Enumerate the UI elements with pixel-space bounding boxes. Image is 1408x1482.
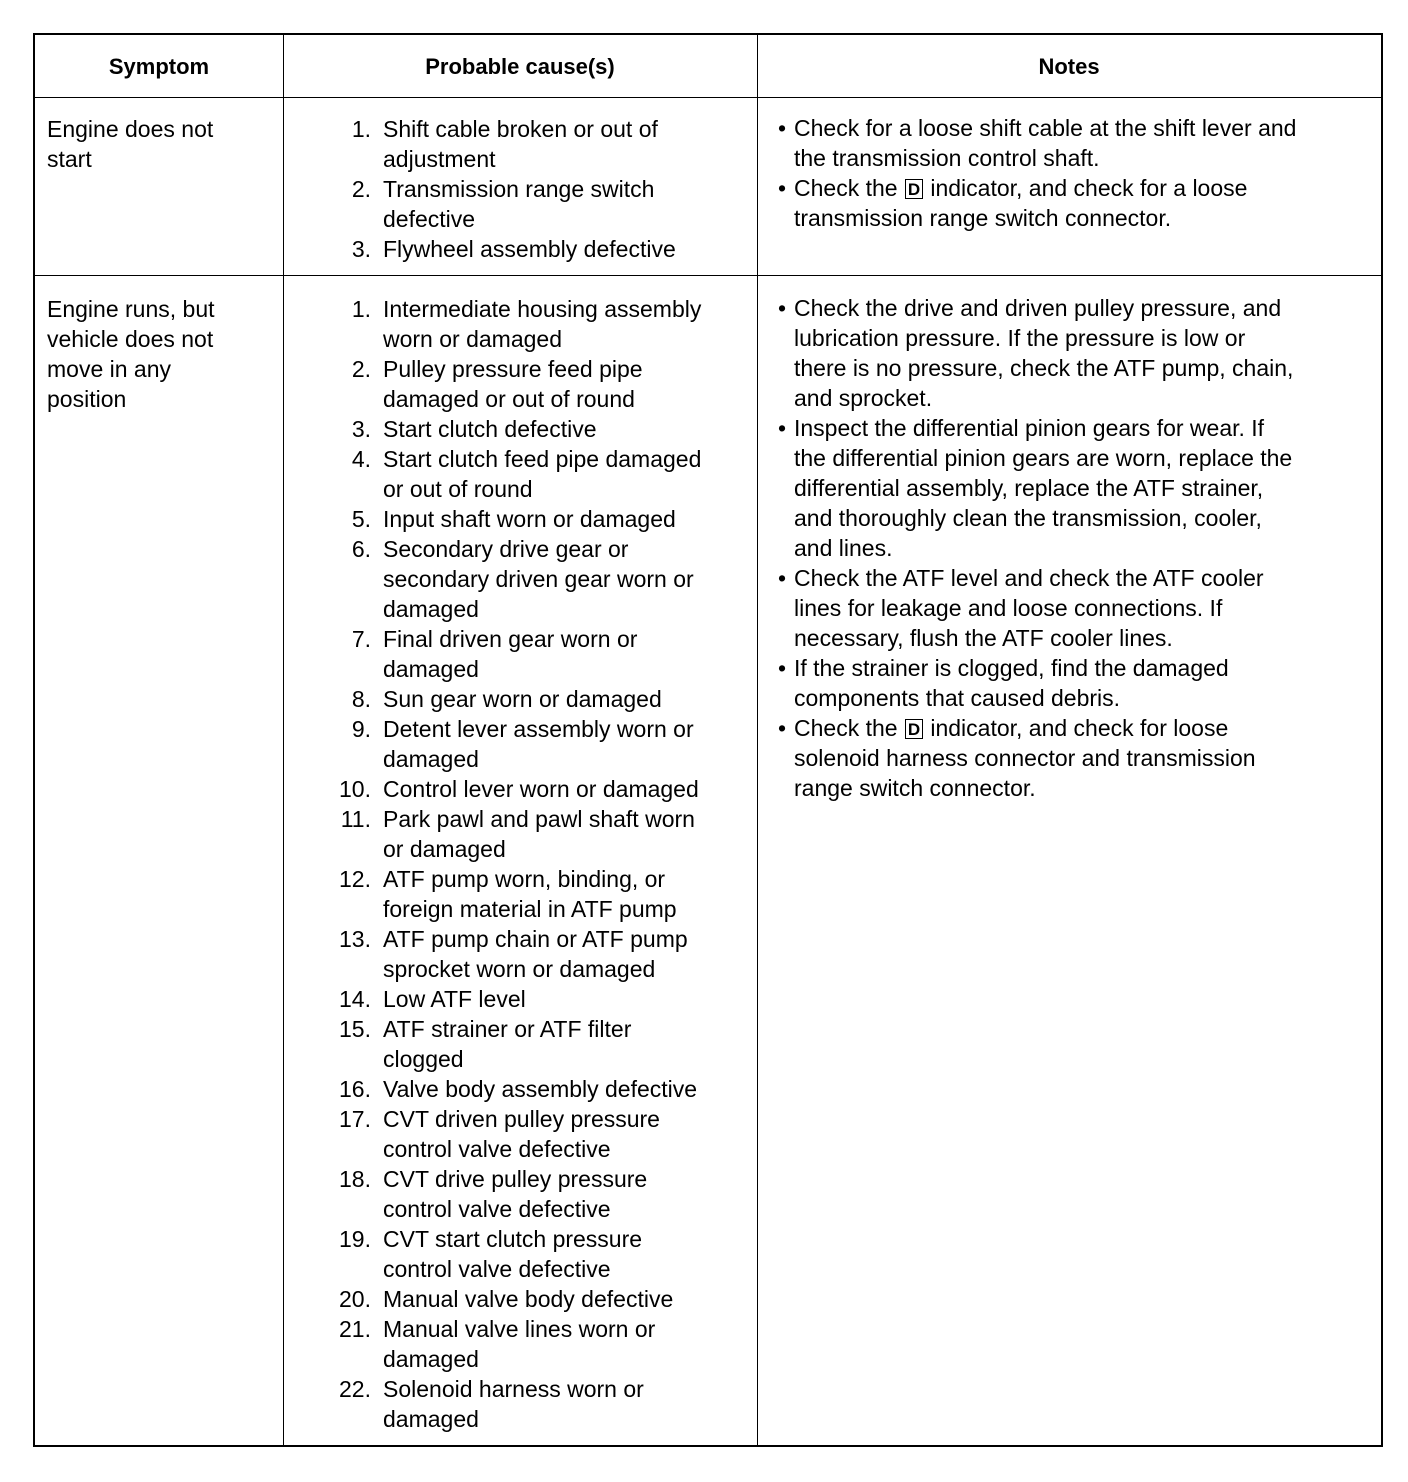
note-line: and lines.: [794, 535, 893, 561]
symptom-line: start: [47, 146, 92, 172]
cause-line: Park pawl and pawl shaft worn: [383, 806, 695, 832]
bullet-icon: •: [777, 655, 787, 681]
cause-line: Secondary drive gear or: [383, 536, 629, 562]
cause-line: foreign material in ATF pump: [383, 896, 677, 922]
cause-line: Manual valve body defective: [383, 1286, 674, 1312]
note-text: [794, 413, 1375, 563]
cause-line: damaged: [383, 1346, 479, 1372]
cause-text: [371, 1314, 765, 1374]
cause-number: 2.: [351, 356, 371, 382]
cause-line: Transmission range switch: [383, 176, 655, 202]
cause-text: [371, 354, 765, 414]
cause-item: [305, 1164, 765, 1224]
cause-text: [371, 504, 765, 534]
cause-number: 3.: [351, 416, 371, 442]
cause-item: [305, 504, 765, 534]
cause-number: 5.: [351, 506, 371, 532]
cause-item: [305, 804, 765, 864]
cause-item: [305, 1224, 765, 1284]
cause-line: damaged or out of round: [383, 386, 635, 412]
bullet-icon: •: [777, 115, 787, 141]
cause-item: [305, 114, 765, 174]
note-line: range switch connector.: [794, 775, 1036, 801]
cause-number: 1.: [351, 296, 371, 322]
header-symptom: Symptom: [108, 54, 210, 79]
row-divider: [35, 275, 1381, 276]
cause-text: [371, 684, 765, 714]
cause-number: 19.: [339, 1226, 371, 1252]
cause-item: [305, 924, 765, 984]
cause-text: [371, 534, 765, 624]
cause-number: 7.: [351, 626, 371, 652]
cause-line: Final driven gear worn or: [383, 626, 638, 652]
note-text: [794, 713, 1375, 803]
d-indicator-icon: D: [905, 719, 923, 739]
cause-item: [305, 984, 765, 1014]
symptom-line: vehicle does not: [47, 326, 214, 352]
cause-number: 3.: [351, 236, 371, 262]
row-2-notes: [770, 293, 1375, 803]
cause-line: or out of round: [383, 476, 533, 502]
cause-line: Sun gear worn or damaged: [383, 686, 662, 712]
cause-line: adjustment: [383, 146, 496, 172]
symptom-line: Engine runs, but: [47, 296, 215, 322]
cause-line: damaged: [383, 1406, 479, 1432]
note-line: Check the ATF level and check the ATF cooler: [794, 565, 1264, 591]
cause-line: Start clutch feed pipe damaged: [383, 446, 702, 472]
note-line: [794, 713, 1375, 743]
note-item: [770, 653, 1375, 713]
cause-number: 2.: [351, 176, 371, 202]
cause-item: [305, 414, 765, 444]
cause-text: [371, 624, 765, 684]
note-item: [770, 293, 1375, 413]
cause-number: 21.: [339, 1316, 371, 1342]
cause-item: [305, 354, 765, 414]
symptom-line: move in any: [47, 356, 172, 382]
cause-line: Input shaft worn or damaged: [383, 506, 676, 532]
cause-text: [371, 294, 765, 354]
note-line: there is no pressure, check the ATF pump, chain,: [794, 355, 1294, 381]
cause-text: [371, 174, 765, 234]
cause-number: 13.: [339, 926, 371, 952]
note-item: [770, 173, 1375, 233]
note-text-after: indicator, and check for loose: [930, 715, 1229, 741]
cause-text: [371, 984, 765, 1014]
symptom-line: position: [47, 386, 127, 412]
cause-line: Valve body assembly defective: [383, 1076, 698, 1102]
note-line: the differential pinion gears are worn, replace the: [794, 445, 1293, 471]
cause-number: 4.: [351, 446, 371, 472]
cause-line: control valve defective: [383, 1136, 611, 1162]
note-text: [794, 563, 1375, 653]
note-line: differential assembly, replace the ATF strainer,: [794, 475, 1264, 501]
header-probable-causes: Probable cause(s): [425, 54, 615, 79]
note-text: [794, 293, 1375, 413]
bullet-icon: •: [777, 565, 787, 591]
cause-number: 1.: [351, 116, 371, 142]
cause-text: [371, 414, 765, 444]
cause-number: 12.: [339, 866, 371, 892]
cause-line: or damaged: [383, 836, 506, 862]
cause-number: 17.: [339, 1106, 371, 1132]
cause-line: secondary driven gear worn or: [383, 566, 694, 592]
cause-item: [305, 174, 765, 234]
cause-item: [305, 684, 765, 714]
note-text-after: indicator, and check for a loose: [930, 175, 1248, 201]
note-item: [770, 563, 1375, 653]
cause-line: Low ATF level: [383, 986, 526, 1012]
cause-line: ATF pump worn, binding, or: [383, 866, 666, 892]
header-notes: Notes: [1038, 54, 1100, 79]
cause-line: Start clutch defective: [383, 416, 597, 442]
note-line: [794, 173, 1375, 203]
cause-line: damaged: [383, 656, 479, 682]
cause-item: [305, 1014, 765, 1074]
cause-item: [305, 444, 765, 504]
d-indicator-icon: D: [905, 179, 923, 199]
cause-number: 16.: [339, 1076, 371, 1102]
cause-item: [305, 234, 765, 264]
row-2-causes: [305, 294, 765, 1434]
cause-line: CVT start clutch pressure: [383, 1226, 643, 1252]
cause-line: ATF strainer or ATF filter: [383, 1016, 632, 1042]
cause-text: [371, 1014, 765, 1074]
cause-item: [305, 534, 765, 624]
cause-line: control valve defective: [383, 1256, 611, 1282]
cause-item: [305, 1074, 765, 1104]
cause-item: [305, 294, 765, 354]
cause-line: CVT driven pulley pressure: [383, 1106, 660, 1132]
row-1-causes: [305, 114, 765, 264]
cause-item: [305, 624, 765, 684]
note-item: [770, 413, 1375, 563]
note-item: [770, 113, 1375, 173]
note-line: transmission range switch connector.: [794, 205, 1172, 231]
bullet-icon: •: [777, 175, 787, 201]
cause-number: 11.: [340, 806, 371, 832]
note-line: components that caused debris.: [794, 685, 1121, 711]
cause-number: 14.: [339, 986, 371, 1012]
troubleshooting-table: [33, 33, 1383, 1447]
cause-line: Detent lever assembly worn or: [383, 716, 694, 742]
cause-line: Control lever worn or damaged: [383, 776, 699, 802]
cause-line: damaged: [383, 746, 479, 772]
note-line: Check the drive and driven pulley pressure, and: [794, 295, 1282, 321]
cause-item: [305, 1314, 765, 1374]
bullet-icon: •: [777, 715, 787, 741]
note-item: [770, 713, 1375, 803]
cause-text: [371, 1284, 765, 1314]
cause-text: [371, 774, 765, 804]
cause-number: 8.: [351, 686, 371, 712]
cause-line: worn or damaged: [383, 326, 562, 352]
note-line: necessary, flush the ATF cooler lines.: [794, 625, 1173, 651]
cause-text: [371, 1374, 765, 1434]
note-line: and thoroughly clean the transmission, cooler,: [794, 505, 1262, 531]
cause-item: [305, 1374, 765, 1434]
cause-line: sprocket worn or damaged: [383, 956, 656, 982]
cause-text: [371, 864, 765, 924]
row-1-notes: [770, 113, 1375, 233]
note-line: Inspect the differential pinion gears for wear. If: [794, 415, 1265, 441]
cause-text: [371, 114, 765, 174]
cause-text: [371, 234, 765, 264]
note-line: Check for a loose shift cable at the shift lever and: [794, 115, 1297, 141]
cause-item: [305, 714, 765, 774]
cause-line: damaged: [383, 596, 479, 622]
cause-line: defective: [383, 206, 476, 232]
column-divider: [283, 35, 284, 1445]
row-2-symptom: [47, 294, 272, 414]
cause-text: [371, 714, 765, 774]
note-text: [794, 173, 1375, 233]
cause-number: 15.: [339, 1016, 371, 1042]
note-line: and sprocket.: [794, 385, 933, 411]
note-line: If the strainer is clogged, find the damaged: [794, 655, 1229, 681]
cause-item: [305, 864, 765, 924]
cause-item: [305, 774, 765, 804]
cause-item: [305, 1284, 765, 1314]
cause-text: [371, 804, 765, 864]
cause-line: Flywheel assembly defective: [383, 236, 676, 262]
cause-line: clogged: [383, 1046, 464, 1072]
cause-line: Manual valve lines worn or: [383, 1316, 656, 1342]
cause-text: [371, 924, 765, 984]
cause-line: ATF pump chain or ATF pump: [383, 926, 688, 952]
cause-line: control valve defective: [383, 1196, 611, 1222]
cause-item: [305, 1104, 765, 1164]
cause-number: 9.: [351, 716, 371, 742]
note-line: lubrication pressure. If the pressure is low or: [794, 325, 1246, 351]
note-text-before: Check the: [794, 715, 898, 741]
row-1-symptom: [47, 114, 272, 174]
cause-line: Pulley pressure feed pipe: [383, 356, 643, 382]
note-text-before: Check the: [794, 175, 898, 201]
cause-line: CVT drive pulley pressure: [383, 1166, 648, 1192]
bullet-icon: •: [777, 415, 787, 441]
cause-text: [371, 1224, 765, 1284]
note-text: [794, 653, 1375, 713]
cause-line: Solenoid harness worn or: [383, 1376, 644, 1402]
bullet-icon: •: [777, 295, 787, 321]
cause-number: 22.: [339, 1376, 371, 1402]
symptom-line: Engine does not: [47, 116, 214, 142]
note-line: lines for leakage and loose connections. If: [794, 595, 1223, 621]
cause-number: 18.: [339, 1166, 371, 1192]
cause-text: [371, 444, 765, 504]
note-line: the transmission control shaft.: [794, 145, 1100, 171]
cause-number: 20.: [339, 1286, 371, 1312]
cause-text: [371, 1164, 765, 1224]
cause-line: Intermediate housing assembly: [383, 296, 702, 322]
cause-number: 6.: [351, 536, 371, 562]
cause-text: [371, 1104, 765, 1164]
note-line: solenoid harness connector and transmission: [794, 745, 1256, 771]
cause-line: Shift cable broken or out of: [383, 116, 658, 142]
cause-text: [371, 1074, 765, 1104]
cause-number: 10.: [339, 776, 371, 802]
note-text: [794, 113, 1375, 173]
